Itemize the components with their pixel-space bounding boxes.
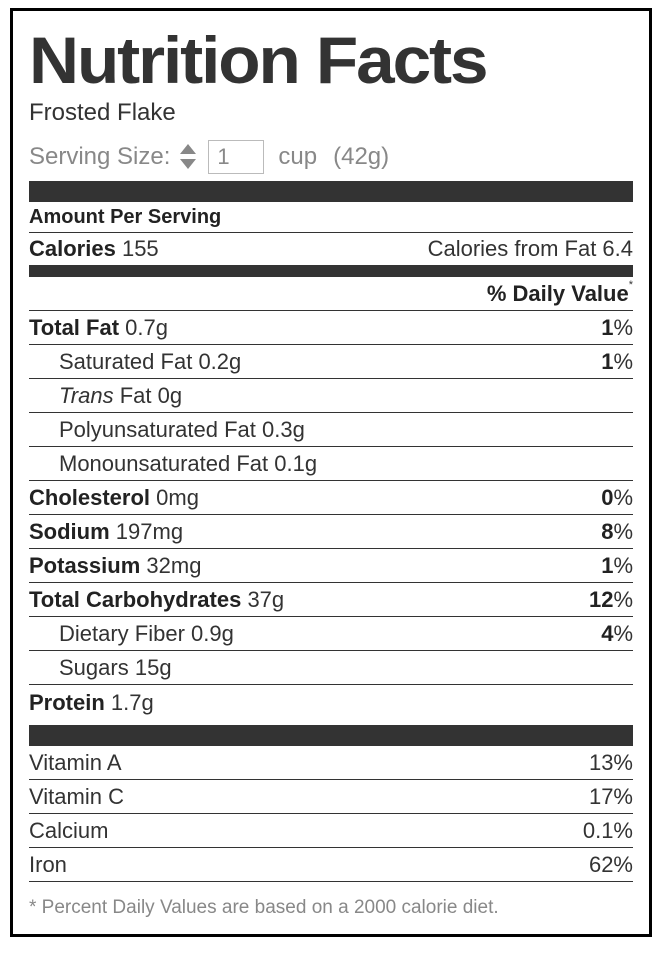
nutrient-amount: 37g (247, 587, 285, 612)
nutrient-label: Total Fat (29, 315, 120, 340)
percent-sign: % (613, 315, 633, 340)
nutrient-label: Cholesterol (29, 485, 151, 510)
percent-sign: % (613, 587, 633, 612)
nutrient-label: Sugars (59, 655, 129, 680)
nutrient-daily-value: 1 (601, 553, 614, 578)
vitamin-label: Iron (29, 852, 67, 877)
nutrient-daily-value: 0 (601, 485, 614, 510)
nutrient-label: Dietary Fiber (59, 621, 185, 646)
amount-per-serving-row (29, 203, 633, 233)
nutrient-row (29, 549, 633, 583)
serving-quantity-input[interactable] (208, 140, 264, 174)
nutrient-amount: 197mg (115, 519, 184, 544)
nutrient-label: Potassium (29, 553, 141, 578)
percent-sign: % (613, 621, 633, 646)
thick-divider (29, 181, 633, 202)
nutrient-amount: 0g (157, 383, 183, 408)
calories-value: 155 (121, 236, 159, 261)
amount-per-serving: Amount Per Serving (29, 206, 222, 228)
nutrient-daily-value: 1 (601, 315, 614, 340)
nutrient-row (29, 651, 633, 685)
nutrient-row (29, 345, 633, 379)
nutrient-label: Fat (119, 383, 152, 408)
vitamin-value: 13% (588, 750, 633, 775)
product-name: Frosted Flake (29, 99, 176, 126)
vitamin-value: 62% (588, 852, 633, 877)
nutrient-label: Polyunsaturated Fat (59, 417, 256, 442)
nutrient-amount: 15g (134, 655, 172, 680)
nutrient-label: Monounsaturated Fat (59, 451, 269, 476)
nutrient-label: Protein (29, 690, 105, 715)
nutrient-row (29, 685, 633, 719)
nutrient-amount: 1.7g (110, 690, 154, 715)
percent-sign: % (613, 485, 633, 510)
nutrient-label-italic: Trans (59, 383, 114, 408)
thick-divider-vitamins (29, 725, 633, 746)
medium-divider (29, 265, 633, 277)
vitamin-row (29, 746, 633, 780)
nutrition-label (10, 8, 652, 937)
nutrient-row (29, 311, 633, 345)
daily-value-header: % Daily Value (486, 281, 629, 306)
nutrient-amount: 0.7g (125, 315, 168, 340)
vitamin-row (29, 780, 633, 814)
nutrient-row (29, 379, 633, 413)
label-title: Nutrition Facts (29, 23, 487, 97)
serving-size-row (29, 137, 389, 177)
stepper-up-icon[interactable] (180, 144, 196, 154)
daily-value-asterisk: * (628, 279, 633, 291)
percent-sign: % (613, 519, 633, 544)
calories-row (29, 233, 633, 265)
percent-sign: % (613, 553, 633, 578)
nutrient-label: Total Carbohydrates (29, 587, 242, 612)
nutrient-row (29, 583, 633, 617)
nutrient-label: Sodium (29, 519, 110, 544)
serving-unit: cup (278, 143, 318, 170)
footnote: * Percent Daily Values are based on a 2000 calorie diet. (29, 897, 499, 918)
nutrient-amount: 32mg (146, 553, 202, 578)
stepper-down-icon[interactable] (180, 159, 196, 169)
percent-sign: % (613, 349, 633, 374)
nutrient-amount: 0.3g (262, 417, 305, 442)
vitamin-label: Vitamin C (29, 784, 124, 809)
nutrient-amount: 0.9g (191, 621, 234, 646)
daily-value-header-row (29, 277, 633, 311)
nutrient-row (29, 481, 633, 515)
vitamin-label: Calcium (29, 818, 109, 843)
serving-stepper-icon[interactable] (178, 140, 198, 174)
nutrient-amount: 0.2g (198, 349, 242, 374)
nutrient-row (29, 413, 633, 447)
nutrient-amount: 0mg (156, 485, 199, 510)
nutrient-row (29, 447, 633, 481)
nutrient-daily-value: 4 (601, 621, 614, 646)
calories-label: Calories (29, 236, 116, 261)
vitamin-value: 17% (588, 784, 633, 809)
serving-size-label: Serving Size: (29, 143, 171, 170)
serving-grams: (42g) (333, 143, 390, 170)
vitamin-row (29, 814, 633, 848)
vitamin-row (29, 848, 633, 882)
nutrient-daily-value: 12 (588, 587, 614, 612)
nutrient-label: Saturated Fat (59, 349, 193, 374)
nutrient-daily-value: 1 (601, 349, 614, 374)
vitamin-label: Vitamin A (29, 750, 122, 775)
nutrient-amount: 0.1g (274, 451, 318, 476)
vitamin-value: 0.1% (582, 818, 633, 843)
nutrient-row (29, 617, 633, 651)
calories-from-fat: Calories from Fat 6.4 (427, 236, 633, 261)
nutrient-daily-value: 8 (601, 519, 614, 544)
nutrient-row (29, 515, 633, 549)
